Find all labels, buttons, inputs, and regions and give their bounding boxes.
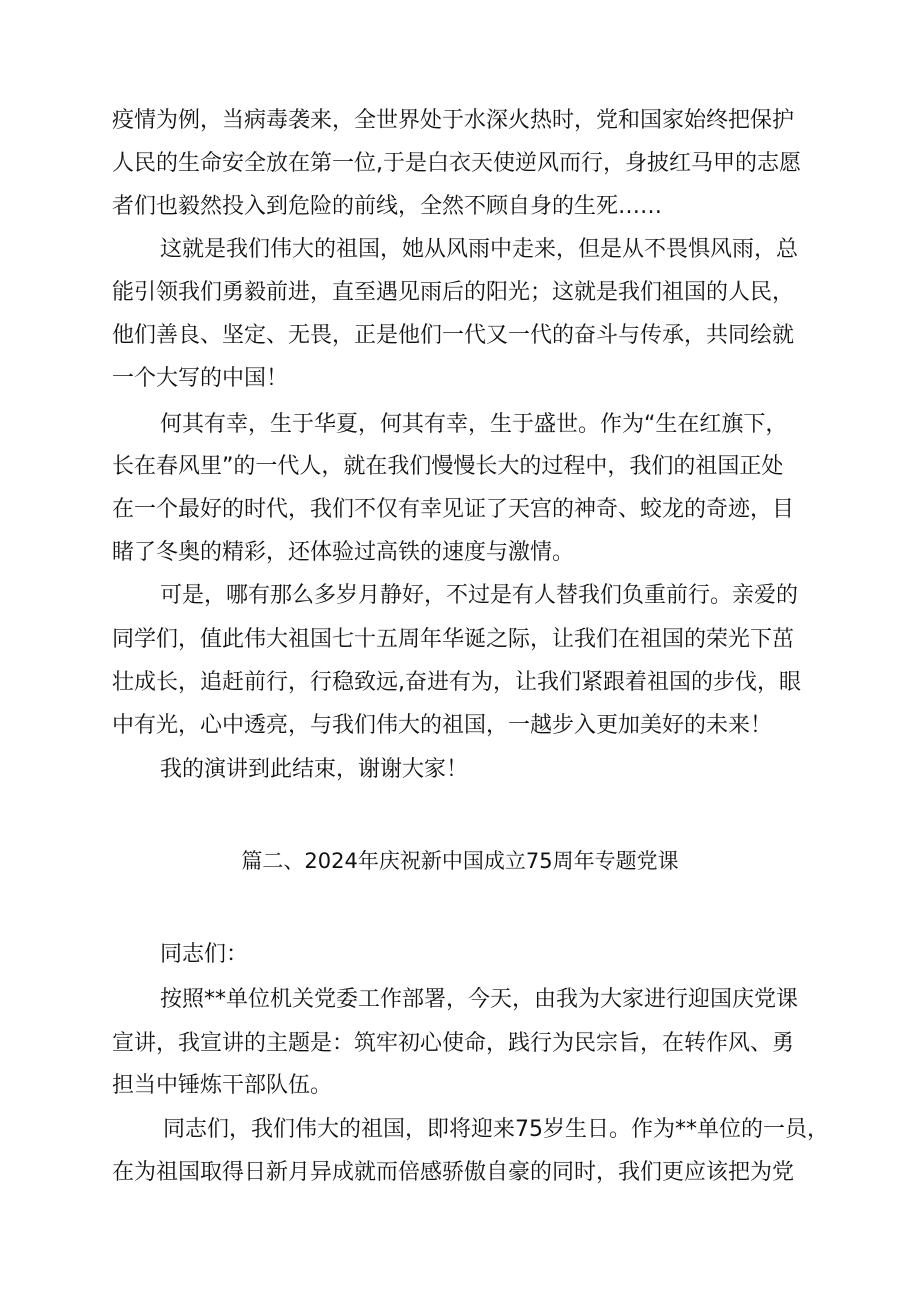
text-line: 在为祖国取得日新月异成就而倍感骄傲自豪的同时，我们更应该把为党	[112, 1160, 795, 1185]
text-line: 同学们，值此伟大祖国七十五周年华诞之际，让我们在祖国的荣光下茁	[112, 627, 795, 652]
text-line: 人民的生命安全放在第一位,于是白衣天使逆风而行，身披红马甲的志愿	[112, 151, 801, 176]
text-line: 按照**单位机关党委工作部署，今天，由我为大家进行迎国庆党课	[160, 987, 799, 1012]
text-line: 何其有幸，生于华夏，何其有幸，生于盛世。作为“生在红旗下，	[160, 412, 788, 437]
text-line: 他们善良、坚定、无畏，正是他们一代又一代的奋斗与传承，共同绘就	[112, 323, 795, 348]
text-line: 疫情为例，当病毒袭来，全世界处于水深火热时，党和国家始终把保护	[112, 108, 795, 133]
text-line: 者们也毅然投入到危险的前线，全然不顾自身的生死……	[112, 194, 663, 219]
text-line: 担当中锤炼干部队伍。	[112, 1073, 333, 1098]
text-line: 我的演讲到此结束，谢谢大家！	[160, 757, 469, 782]
text-line: 长在春风里”的一代人，就在我们慢慢长大的过程中，我们的祖国正处	[112, 454, 784, 479]
text-line: 可是，哪有那么多岁月静好，不过是有人替我们负重前行。亲爱的	[160, 583, 799, 608]
text-line: 一个大写的中国！	[112, 366, 289, 391]
text-line: 中有光，心中透亮，与我们伟大的祖国，一越步入更加美好的未来！	[112, 713, 773, 738]
text-line: 这就是我们伟大的祖国，她从风雨中走来，但是从不畏惧风雨，总	[160, 237, 799, 262]
text-line: 同志们：	[160, 942, 249, 967]
text-line: 宣讲，我宣讲的主题是：筑牢初心使命，践行为民宗旨，在转作风、勇	[112, 1031, 795, 1056]
text-line: 能引领我们勇毅前进，直至遇见雨后的阳光；这就是我们祖国的人民，	[112, 280, 795, 305]
text-line: 睹了冬奥的精彩，还体验过高铁的速度与激情。	[112, 540, 575, 565]
text-line: 同志们，我们伟大的祖国，即将迎来75岁生日。作为**单位的一员，	[163, 1117, 829, 1142]
section-heading: 篇二、2024年庆祝新中国成立75周年专题党课	[241, 849, 679, 873]
text-line: 壮成长，追赶前行，行稳致远,奋进有为，让我们紧跟着祖国的步伐，眼	[112, 670, 801, 695]
text-line: 在一个最好的时代，我们不仅有幸见证了天宫的神奇、蛟龙的奇迹，目	[112, 497, 795, 522]
